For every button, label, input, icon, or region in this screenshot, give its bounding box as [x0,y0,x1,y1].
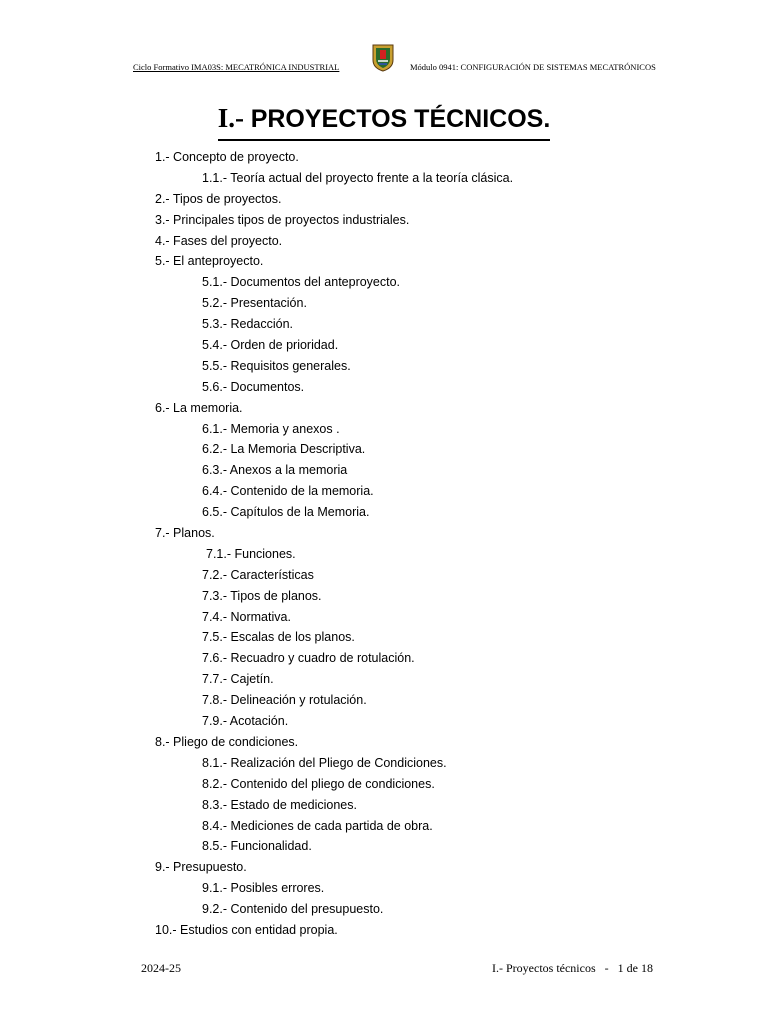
toc-item: 3.- Principales tipos de proyectos industriales. [155,212,410,227]
toc-subitem: 8.1.- Realización del Pliego de Condiciones. [202,755,447,770]
footer-page-info [492,961,653,976]
toc-item: 2.- Tipos de proyectos. [155,191,282,206]
toc-subitem: 7.5.- Escalas de los planos. [202,630,355,645]
toc-item: 4.- Fases del proyecto. [155,233,283,248]
toc-item: 7.- Planos. [155,526,215,541]
toc-subitem: 6.2.- La Memoria Descriptiva. [202,442,366,457]
footer-separator: - [604,961,609,975]
toc-subitem: 7.9.- Acotación. [202,714,289,729]
toc-item: 9.- Presupuesto. [155,860,247,875]
title-number: I. [217,103,235,133]
toc-subitem: 7.3.- Tipos de planos. [202,588,322,603]
page-header [0,44,768,76]
toc-subitem: 8.3.- Estado de mediciones. [202,797,357,812]
title-dash: - [234,103,251,133]
toc-subitem: 6.3.- Anexos a la memoria [202,463,348,478]
toc-subitem: 6.1.- Memoria y anexos . [202,421,340,436]
toc-subitem: 5.4.- Orden de prioridad. [202,338,339,353]
toc-subitem: 5.1.- Documentos del anteproyecto. [202,275,401,290]
toc-subitem: 5.3.- Redacción. [202,317,294,332]
toc-subitem: 6.4.- Contenido de la memoria. [202,484,374,499]
page-title [0,103,768,141]
school-crest-icon [372,44,394,72]
toc-subitem: 5.2.- Presentación. [202,296,307,311]
toc-subitem: 9.1.- Posibles errores. [202,881,325,896]
toc-subitem: 1.1.- Teoría actual del proyecto frente a la teoría clásica. [202,170,514,185]
toc-subitem: 5.6.- Documentos. [202,379,305,394]
toc-item: 6.- La memoria. [155,400,243,415]
footer-section: I.- Proyectos técnicos [492,961,596,975]
toc-subitem: 8.4.- Mediciones de cada partida de obra. [202,818,433,833]
toc-subitem: 6.5.- Capítulos de la Memoria. [202,505,370,520]
toc-subitem: 7.1.- Funciones. [206,546,296,561]
title-text: PROYECTOS TÉCNICOS. [250,105,551,133]
toc-subitem: 7.6.- Recuadro y cuadro de rotulación. [202,651,415,666]
toc-item: 8.- Pliego de condiciones. [155,734,299,749]
course-title: Ciclo Formativo IMA03S: MECATRÓNICA INDUSTRIAL [133,62,340,72]
table-of-contents [0,147,768,941]
toc-subitem: 7.7.- Cajetín. [202,672,274,687]
module-title: Módulo 0941: CONFIGURACIÓN DE SISTEMAS MECATRÓNICOS [410,62,656,72]
footer-year: 2024-25 [141,961,181,975]
page-number: 1 de 18 [617,961,653,975]
toc-subitem: 7.4.- Normativa. [202,609,291,624]
toc-subitem: 7.8.- Delineación y rotulación. [202,693,367,708]
toc-item: 5.- El anteproyecto. [155,254,264,269]
toc-item: 1.- Concepto de proyecto. [155,150,299,164]
toc-subitem: 9.2.- Contenido del presupuesto. [202,902,384,917]
toc-subitem: 8.5.- Funcionalidad. [202,839,312,854]
toc-item: 10.- Estudios con entidad propia. [155,922,338,937]
toc-subitem: 7.2.- Características [202,567,314,582]
toc-subitem: 5.5.- Requisitos generales. [202,358,351,373]
toc-subitem: 8.2.- Contenido del pliego de condiciones. [202,776,435,791]
